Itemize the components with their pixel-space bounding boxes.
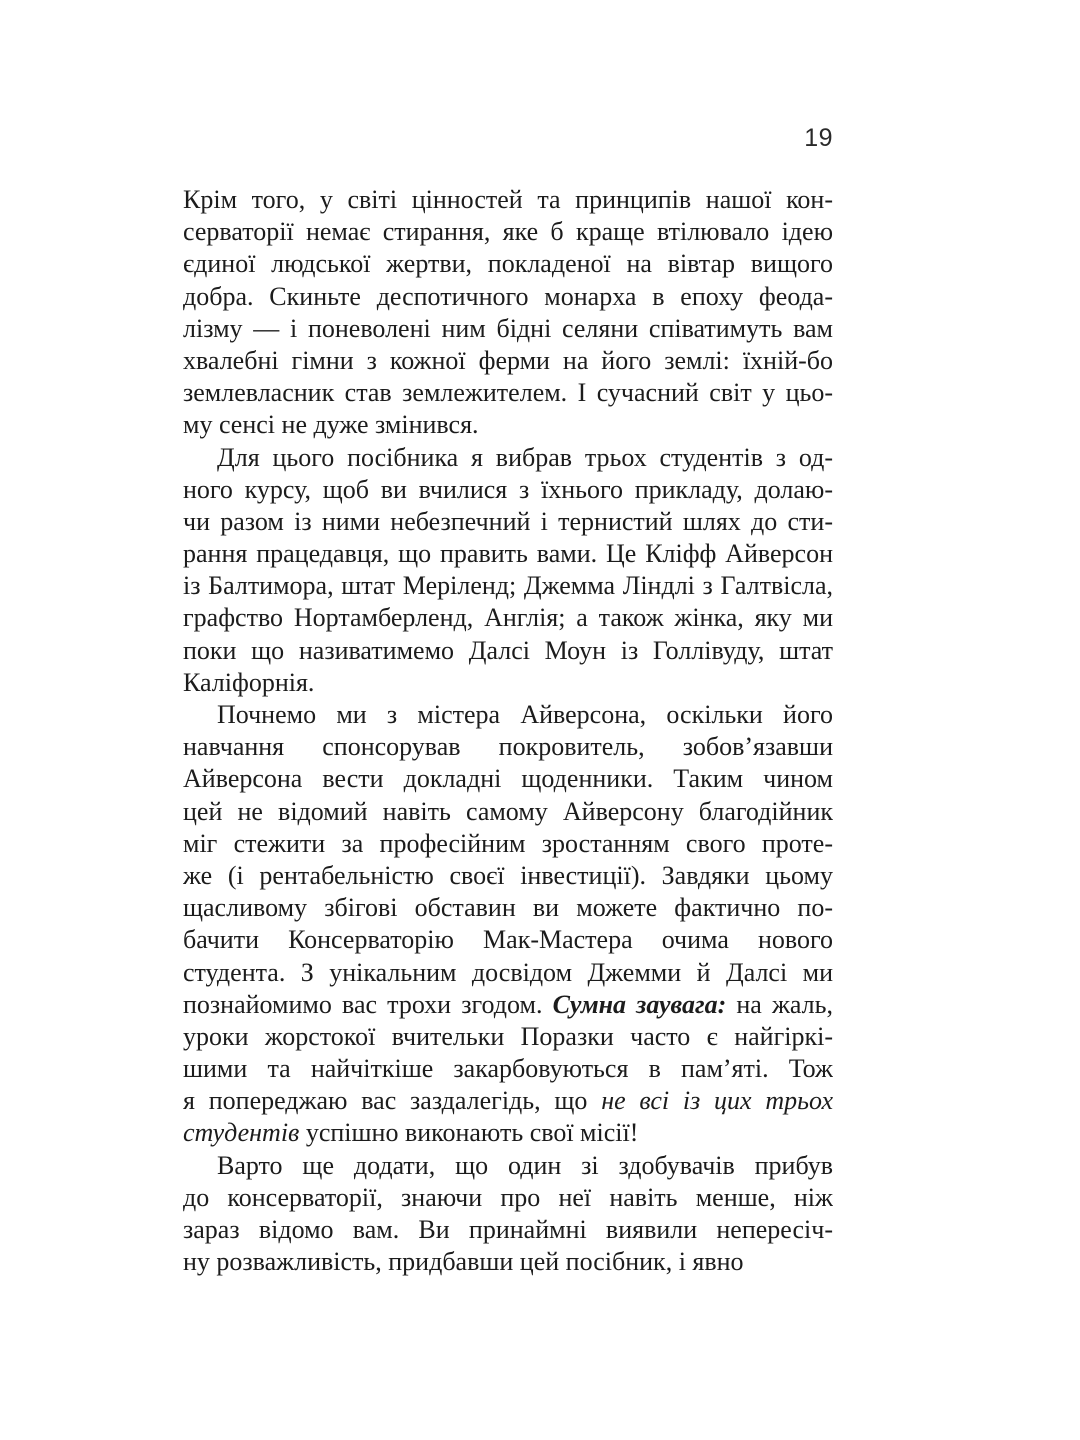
text-line [183, 602, 833, 634]
text-line [183, 538, 833, 570]
text-segment: му сенсі не дуже змінився. [183, 410, 479, 440]
text-line [183, 957, 833, 989]
text-line [183, 860, 833, 892]
text-segment: Сумна заувага: [552, 989, 727, 1019]
text-line [183, 281, 833, 313]
text-segment: же (і рентабельністю своєї інвестиції). Завдяки цьому [183, 860, 833, 890]
text-segment: уроки жорстокої вчительки Поразки часто є найгіркі- [183, 1021, 833, 1051]
text-segment: поки що називатимемо Далсі Моун із Голлівуду, штат [183, 635, 833, 665]
text-segment: Крім того, у світі цінностей та принципів нашої кон- [183, 185, 833, 214]
text-line [183, 1085, 833, 1117]
text-segment: Для цього посібника я вибрав трьох студентів з од- [217, 442, 833, 472]
text-segment: шими та найчіткіше закарбовуються в пам’яті. Тож [183, 1054, 833, 1084]
text-segment: лізму — і поневолені ним бідні селяни співатимуть вам [183, 313, 833, 343]
text-line [183, 731, 833, 763]
text-line [183, 796, 833, 828]
text-segment: не всі із цих трьох [601, 1086, 833, 1116]
text-segment: добра. Скиньте деспотичного монарха в епоху феода- [183, 281, 833, 311]
text-segment: міг стежити за професійним зростанням свого проте- [183, 828, 833, 858]
text-segment: хвалебні гімни з кожної ферми на його землі: їхній-бо [183, 345, 833, 375]
text-line [183, 892, 833, 924]
text-segment: щасливому збігові обставин ви можете фактично по- [183, 893, 833, 923]
text-segment: чи разом із ними небезпечний і тернистий шлях до сти- [183, 506, 833, 536]
text-segment: до консерваторії, знаючи про неї навіть менше, ніж [183, 1182, 833, 1212]
text-line [183, 763, 833, 795]
text-segment: успішно виконають свої місії! [299, 1118, 639, 1148]
text-segment: Почнемо ми з містера Айверсона, оскільки його [217, 700, 833, 729]
text-segment: землевласник став землежителем. І сучасний світ у цьо- [183, 378, 833, 408]
text-line [183, 570, 833, 602]
text-line [183, 409, 833, 441]
text-segment: навчання спонсорував покровитель, зобов’язавши [183, 732, 833, 762]
text-line [183, 474, 833, 506]
text-line [183, 635, 833, 667]
text-line [183, 699, 833, 731]
text-segment: єдиної людської жертви, покладеної на вівтар вищого [183, 249, 833, 279]
text-line [183, 1150, 833, 1182]
text-segment: бачити Консерваторію Мак-Мастера очима нового [183, 925, 833, 955]
page-number: 19 [804, 124, 833, 152]
text-line [183, 442, 833, 474]
text-segment: на жаль, [726, 989, 833, 1019]
text-line [183, 1246, 833, 1278]
text-segment: із Балтимора, штат Меріленд; Джемма Ліндлі з Галтвісла, [183, 571, 833, 601]
text-segment: познайомимо вас трохи згодом. [183, 989, 553, 1019]
paragraph [183, 184, 833, 442]
paragraph [183, 1150, 833, 1279]
text-segment: графство Нортамберленд, Англія; а також жінка, яку ми [183, 603, 833, 633]
text-segment: зараз відомо вам. Ви принаймні виявили непересіч- [183, 1215, 833, 1244]
text-line [183, 506, 833, 538]
text-segment: цей не відомий навіть самому Айверсону благодійник [183, 796, 833, 826]
page-body [183, 184, 833, 1278]
text-line [183, 1053, 833, 1085]
text-line [183, 1214, 833, 1246]
text-segment: студента. З унікальним досвідом Джемми й Далсі ми [183, 957, 833, 987]
text-line [183, 924, 833, 956]
text-segment: Айверсона вести докладні щоденники. Таким чином [183, 764, 833, 794]
text-line [183, 828, 833, 860]
text-segment: я попереджаю вас заздалегідь, що [183, 1086, 602, 1116]
text-segment: рання працедавця, що править вами. Це Кліфф Айверсон [183, 539, 833, 569]
text-segment: Варто ще додати, що один зі здобувачів прибув [217, 1150, 833, 1180]
text-line [183, 184, 833, 216]
text-line [183, 667, 833, 699]
text-segment: студентів [183, 1118, 300, 1148]
text-segment: ного курсу, щоб ви вчилися з їхнього прикладу, долаю- [183, 474, 833, 504]
text-line [183, 1182, 833, 1214]
text-line [183, 377, 833, 409]
text-line [183, 248, 833, 280]
text-line [183, 1117, 833, 1149]
text-segment: серваторії немає стирання, яке б краще втілювало ідею [183, 217, 833, 247]
paragraph [183, 442, 833, 700]
paragraph [183, 699, 833, 1150]
text-line [183, 313, 833, 345]
text-line [183, 989, 833, 1021]
text-line [183, 345, 833, 377]
text-line [183, 216, 833, 248]
text-segment: Каліфорнія. [183, 667, 315, 697]
text-line [183, 1021, 833, 1053]
text-segment: ну розважливість, придбавши цей посібник, і явно [183, 1247, 744, 1277]
